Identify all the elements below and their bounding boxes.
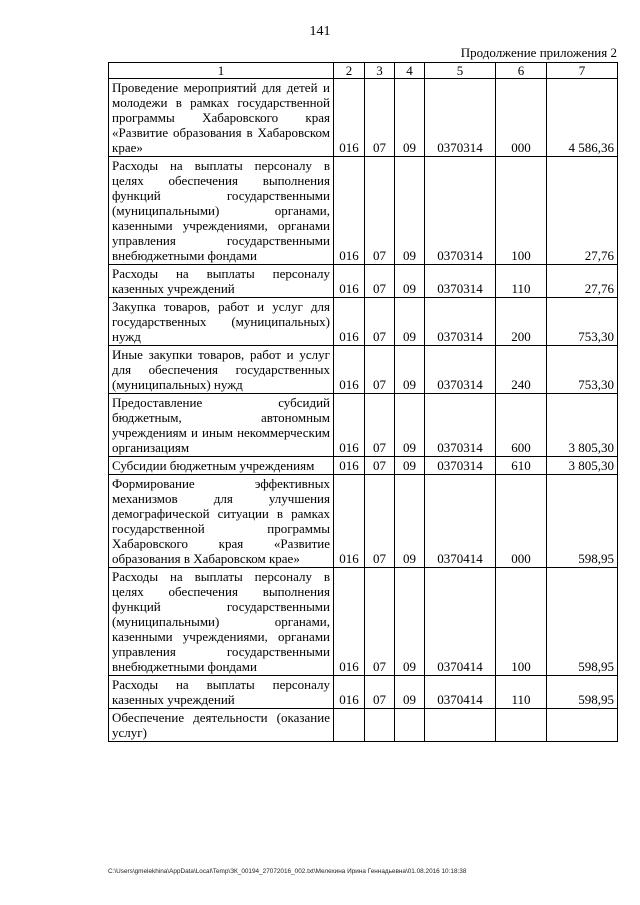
cell-c6: 000 <box>496 79 547 157</box>
cell-c5: 0370314 <box>425 265 496 298</box>
cell-c6 <box>496 709 547 742</box>
table-row <box>109 568 618 676</box>
cell-c6: 110 <box>496 676 547 709</box>
cell-c4: 09 <box>395 394 425 457</box>
cell-c5: 0370314 <box>425 394 496 457</box>
cell-c3: 07 <box>365 394 395 457</box>
file-path-footer: C:\Users\gmelekhina\AppData\Local\Temp\ЗК_00194_27072016_002.txt\Мелехина Ирина Геннадьевна\01.08.2016 10:18:38 <box>108 868 467 875</box>
row-description: Расходы на выплаты персоналу в целях обеспечения выполнения функций государственными (муниципальными) органами, казенными учреждениями, органами управления государственными внебюджетными фондами <box>109 568 334 676</box>
cell-c2: 016 <box>334 346 365 394</box>
table-row <box>109 346 618 394</box>
cell-c3: 07 <box>365 79 395 157</box>
cell-c5 <box>425 709 496 742</box>
table-header-row <box>109 63 618 79</box>
cell-c2 <box>334 709 365 742</box>
cell-c3 <box>365 709 395 742</box>
cell-c3: 07 <box>365 298 395 346</box>
cell-c3: 07 <box>365 475 395 568</box>
cell-c4: 09 <box>395 157 425 265</box>
cell-c7: 598,95 <box>547 475 618 568</box>
cell-c3: 07 <box>365 346 395 394</box>
cell-c7: 753,30 <box>547 298 618 346</box>
header-cell: 4 <box>395 63 425 79</box>
table-row <box>109 709 618 742</box>
row-description: Иные закупки товаров, работ и услуг для обеспечения государственных (муниципальных) нужд <box>109 346 334 394</box>
header-cell: 3 <box>365 63 395 79</box>
cell-c6: 110 <box>496 265 547 298</box>
row-description: Расходы на выплаты персоналу казенных учреждений <box>109 676 334 709</box>
cell-c7: 598,95 <box>547 676 618 709</box>
row-description: Закупка товаров, работ и услуг для государственных (муниципальных) нужд <box>109 298 334 346</box>
cell-c7: 27,76 <box>547 157 618 265</box>
row-description: Обеспечение деятельности (оказание услуг) <box>109 709 334 742</box>
row-description: Проведение мероприятий для детей и молодежи в рамках государственной программы Хабаровского края «Развитие образования в Хабаровском крае» <box>109 79 334 157</box>
row-description: Предоставление субсидий бюджетным, автономным учреждениям и иным некоммерческим организациям <box>109 394 334 457</box>
cell-c6: 600 <box>496 394 547 457</box>
cell-c3: 07 <box>365 568 395 676</box>
cell-c5: 0370414 <box>425 475 496 568</box>
header-cell: 2 <box>334 63 365 79</box>
row-description: Субсидии бюджетным учреждениям <box>109 457 334 475</box>
cell-c7: 4 586,36 <box>547 79 618 157</box>
cell-c4: 09 <box>395 79 425 157</box>
cell-c3: 07 <box>365 676 395 709</box>
row-description: Расходы на выплаты персоналу казенных учреждений <box>109 265 334 298</box>
table-row <box>109 475 618 568</box>
table-row <box>109 676 618 709</box>
cell-c6: 240 <box>496 346 547 394</box>
cell-c2: 016 <box>334 79 365 157</box>
cell-c3: 07 <box>365 457 395 475</box>
cell-c2: 016 <box>334 568 365 676</box>
cell-c7: 598,95 <box>547 568 618 676</box>
cell-c5: 0370314 <box>425 157 496 265</box>
cell-c3: 07 <box>365 265 395 298</box>
table-row <box>109 79 618 157</box>
row-description: Расходы на выплаты персоналу в целях обеспечения выполнения функций государственными (муниципальными) органами, казенными учреждениями, органами управления государственными внебюджетными фондами <box>109 157 334 265</box>
cell-c4: 09 <box>395 265 425 298</box>
cell-c5: 0370314 <box>425 79 496 157</box>
header-cell: 6 <box>496 63 547 79</box>
cell-c5: 0370314 <box>425 346 496 394</box>
table-row <box>109 265 618 298</box>
cell-c7: 3 805,30 <box>547 394 618 457</box>
cell-c7: 753,30 <box>547 346 618 394</box>
cell-c3: 07 <box>365 157 395 265</box>
cell-c4: 09 <box>395 568 425 676</box>
cell-c4 <box>395 709 425 742</box>
cell-c5: 0370314 <box>425 298 496 346</box>
cell-c5: 0370314 <box>425 457 496 475</box>
cell-c2: 016 <box>334 157 365 265</box>
page-number: 141 <box>309 24 331 39</box>
cell-c6: 100 <box>496 157 547 265</box>
cell-c2: 016 <box>334 457 365 475</box>
cell-c2: 016 <box>334 475 365 568</box>
continuation-label: Продолжение приложения 2 <box>460 45 617 60</box>
cell-c4: 09 <box>395 475 425 568</box>
cell-c4: 09 <box>395 457 425 475</box>
cell-c4: 09 <box>395 346 425 394</box>
header-cell: 5 <box>425 63 496 79</box>
cell-c6: 610 <box>496 457 547 475</box>
cell-c5: 0370414 <box>425 568 496 676</box>
cell-c4: 09 <box>395 676 425 709</box>
header-cell: 7 <box>547 63 618 79</box>
row-description: Формирование эффективных механизмов для улучшения демографической ситуации в рамках государственной программы Хабаровского края «Развитие образования в Хабаровском крае» <box>109 475 334 568</box>
header-cell: 1 <box>109 63 334 79</box>
cell-c7: 27,76 <box>547 265 618 298</box>
cell-c7: 3 805,30 <box>547 457 618 475</box>
cell-c4: 09 <box>395 298 425 346</box>
budget-table <box>108 62 618 742</box>
cell-c5: 0370414 <box>425 676 496 709</box>
table-row <box>109 457 618 475</box>
table-row <box>109 298 618 346</box>
table-row <box>109 394 618 457</box>
cell-c6: 200 <box>496 298 547 346</box>
cell-c2: 016 <box>334 676 365 709</box>
cell-c7 <box>547 709 618 742</box>
cell-c2: 016 <box>334 298 365 346</box>
cell-c6: 000 <box>496 475 547 568</box>
cell-c2: 016 <box>334 265 365 298</box>
table-row <box>109 157 618 265</box>
cell-c2: 016 <box>334 394 365 457</box>
cell-c6: 100 <box>496 568 547 676</box>
